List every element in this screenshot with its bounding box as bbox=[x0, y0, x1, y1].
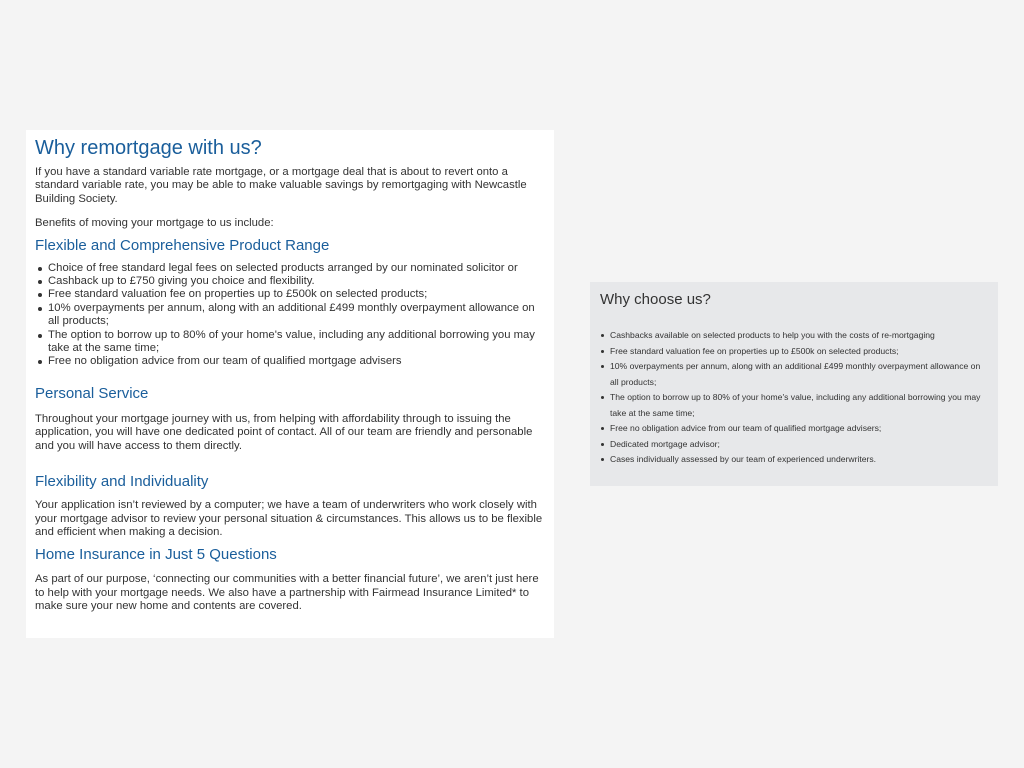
list-item: The option to borrow up to 80% of your home's value, including any additional borrowing you may take at the same time; bbox=[610, 390, 988, 421]
list-item: Free no obligation advice from our team of qualified mortgage advisers; bbox=[610, 421, 988, 437]
home-insurance-heading: Home Insurance in Just 5 Questions bbox=[35, 546, 277, 564]
list-item: Free standard valuation fee on properties up to £500k on selected products; bbox=[48, 288, 545, 301]
list-item: Free no obligation advice from our team of qualified mortgage advisers bbox=[48, 355, 545, 368]
benefits-intro: Benefits of moving your mortgage to us include: bbox=[35, 217, 274, 230]
list-item: Choice of free standard legal fees on selected products arranged by our nominated solicitor or bbox=[48, 262, 545, 275]
list-item: 10% overpayments per annum, along with an additional £499 monthly overpayment allowance on all products; bbox=[610, 359, 988, 390]
remortgage-info-card bbox=[26, 130, 554, 638]
list-item: Cashback up to £750 giving you choice and flexibility. bbox=[48, 275, 545, 288]
list-item: Cases individually assessed by our team of experienced underwriters. bbox=[610, 452, 988, 468]
list-item: Free standard valuation fee on properties up to £500k on selected products; bbox=[610, 344, 988, 360]
why-choose-us-panel bbox=[590, 282, 998, 486]
list-item: Cashbacks available on selected products to help you with the costs of re-mortgaging bbox=[610, 328, 988, 344]
personal-service-text: Throughout your mortgage journey with us, from helping with affordability through to issuing the application, you will have one dedicated point of contact. All of our team are friendly and personable and you will have access to them directly. bbox=[35, 412, 533, 452]
side-panel-title: Why choose us? bbox=[600, 291, 711, 308]
page-title: Why remortgage with us? bbox=[35, 137, 262, 159]
list-item: 10% overpayments per annum, along with an additional £499 monthly overpayment allowance on all products; bbox=[48, 302, 545, 329]
why-choose-us-list bbox=[600, 328, 988, 468]
list-item: Dedicated mortgage advisor; bbox=[610, 437, 988, 453]
list-item: The option to borrow up to 80% of your home's value, including any additional borrowing you may take at the same time; bbox=[48, 329, 545, 356]
home-insurance-text: As part of our purpose, ‘connecting our communities with a better financial future’, we aren’t just here to help with your mortgage needs. We also have a partnership with Fairmead Insurance Limited* to make sure your new home and contents are covered. bbox=[35, 573, 539, 613]
flexibility-heading: Flexibility and Individuality bbox=[35, 473, 209, 491]
flexibility-text: Your application isn’t reviewed by a computer; we have a team of underwriters who work closely with your mortgage advisor to review your personal situation & circumstances. This allows us to be flexible and efficient when making a decision. bbox=[35, 499, 543, 538]
personal-service-heading: Personal Service bbox=[35, 384, 149, 402]
flexible-heading: Flexible and Comprehensive Product Range bbox=[35, 236, 330, 254]
intro-paragraph: If you have a standard variable rate mortgage, or a mortgage deal that is about to revert onto a standard variable rate, you may be able to make valuable savings by remortgaging with Newcastle Building Society. bbox=[35, 166, 527, 205]
flexible-benefits-list bbox=[35, 262, 545, 369]
